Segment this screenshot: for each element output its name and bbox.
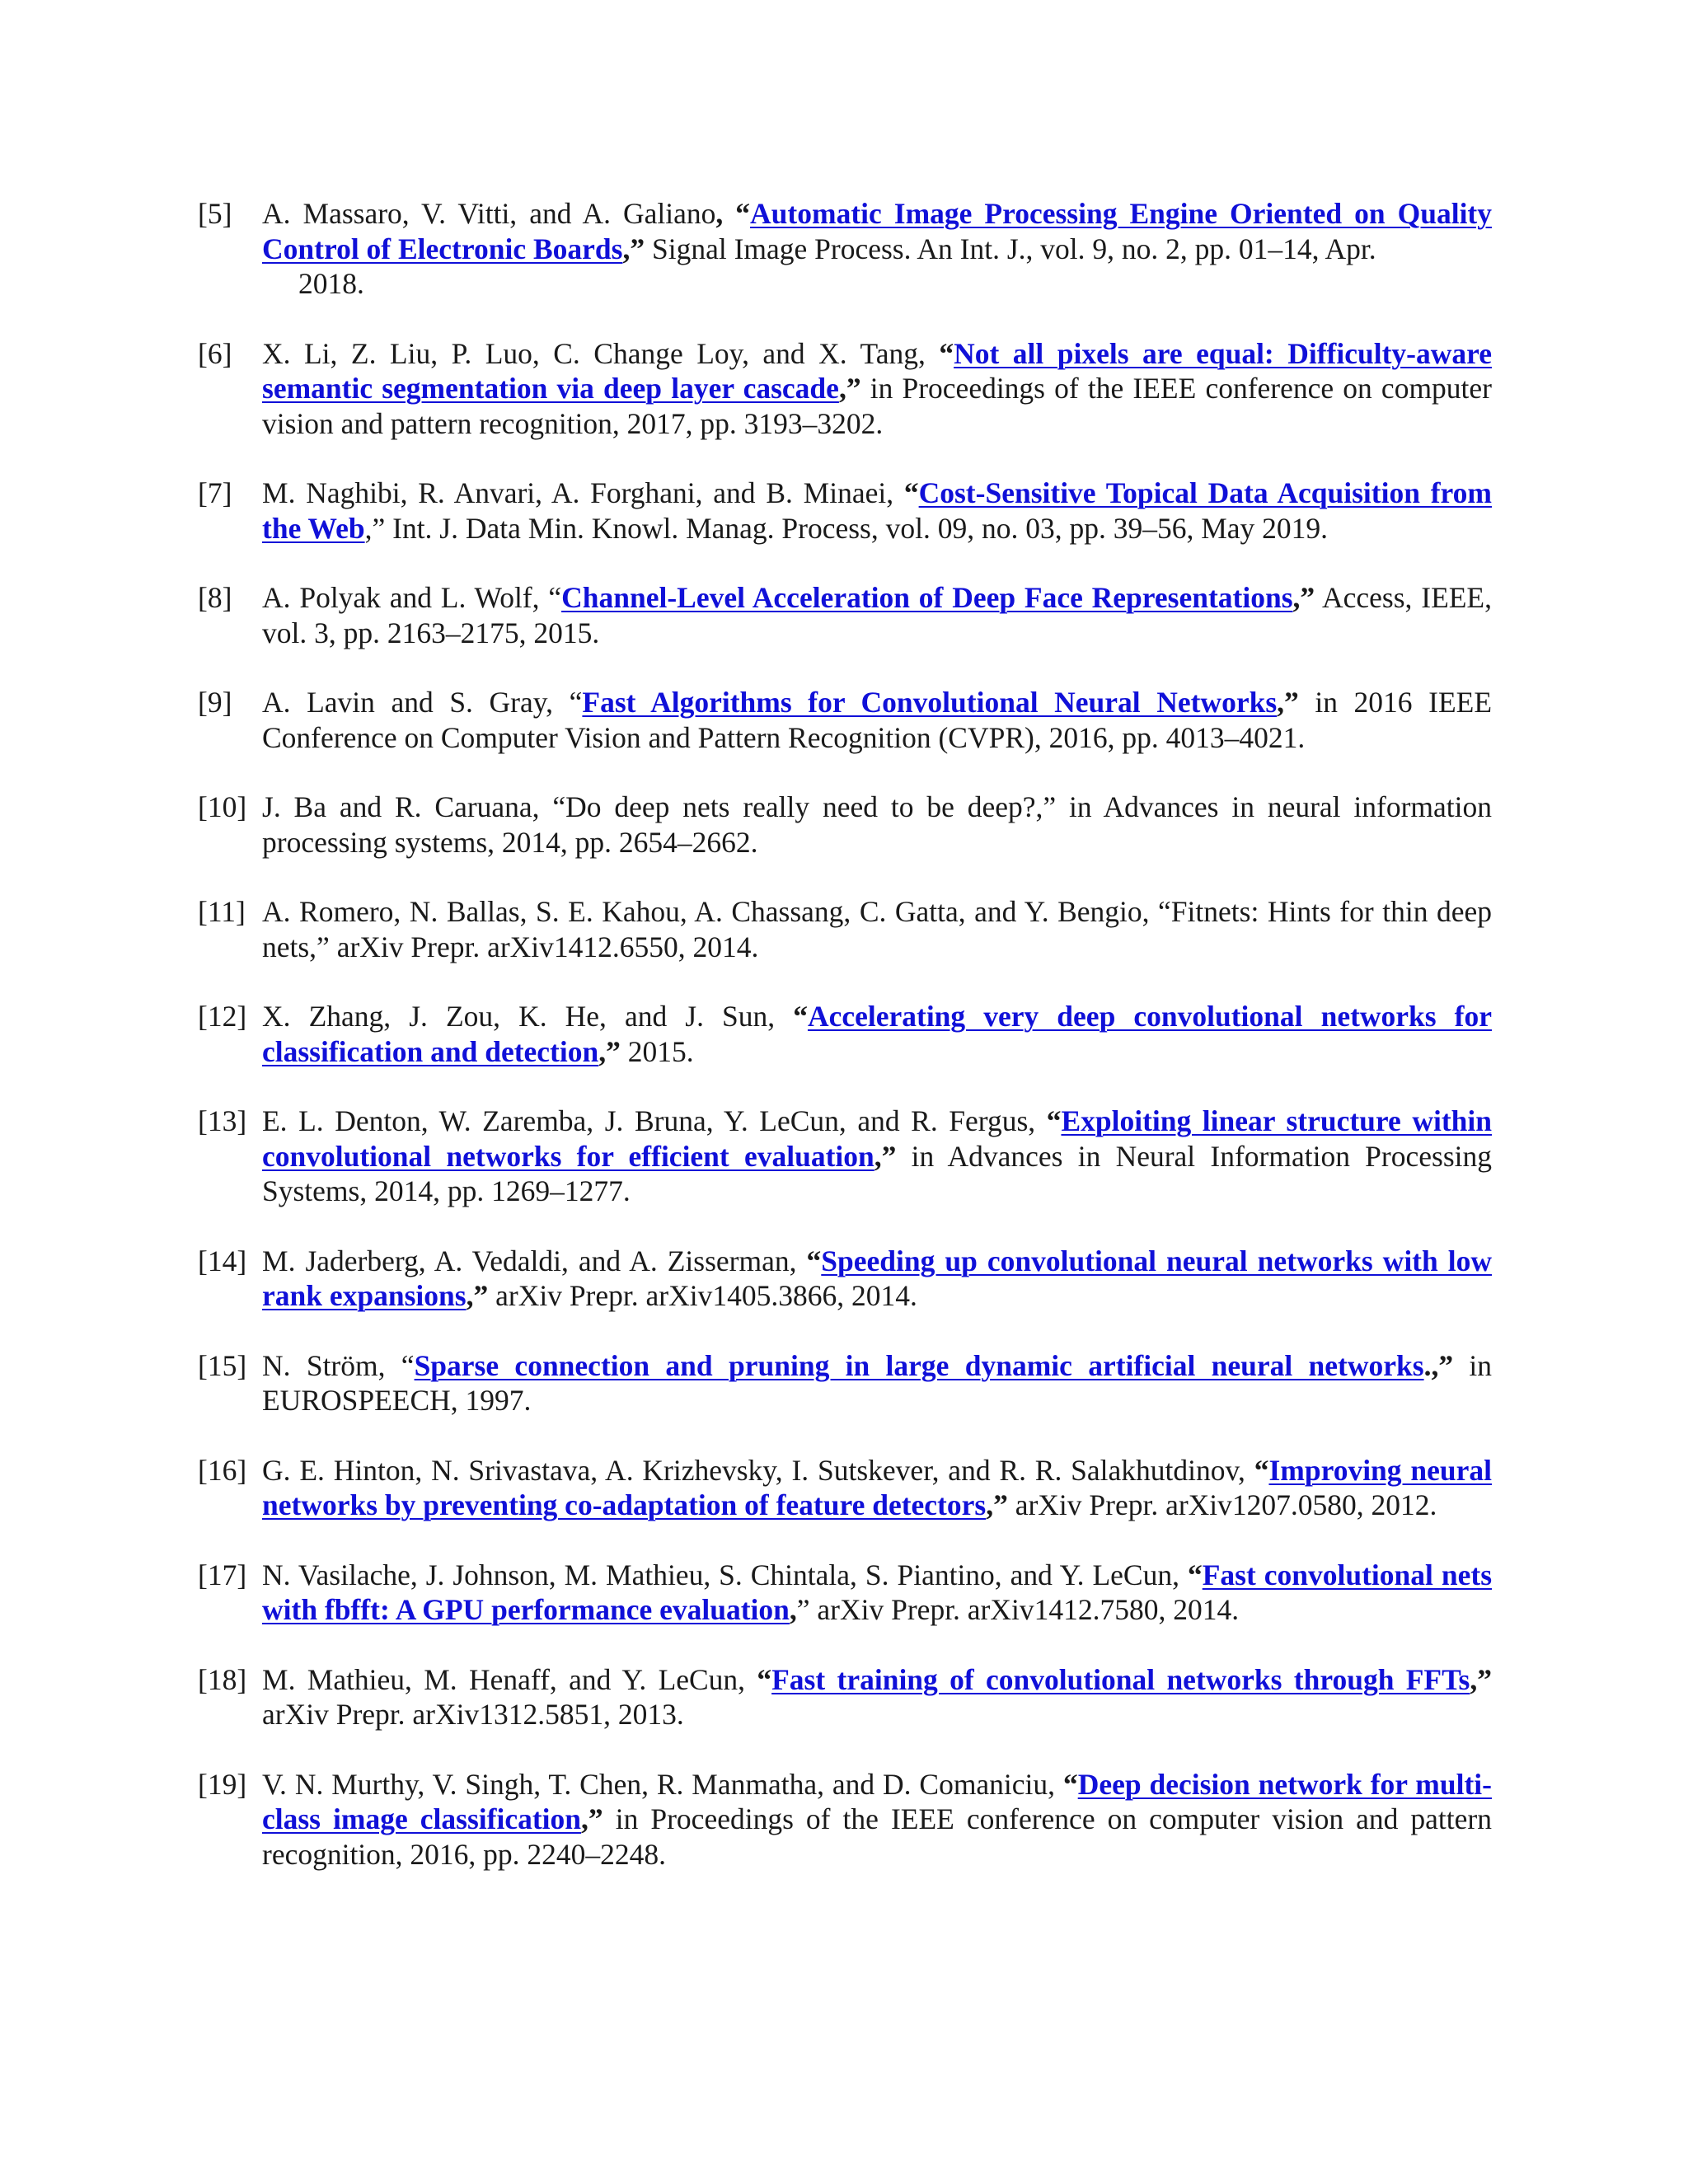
quote-close: ,” xyxy=(838,372,861,405)
reference-8 xyxy=(198,580,1492,650)
quote-close: ,” xyxy=(466,1279,489,1312)
reference-number: [7] xyxy=(198,476,232,509)
reference-source: in EUROSPEECH, 1997. xyxy=(262,1348,1492,1417)
reference-source: Signal Image Process. An Int. J., vol. 9, no. 2, pp. 01–14, Apr. xyxy=(645,232,1376,265)
reference-12 xyxy=(198,999,1492,1069)
quote-close: ,” xyxy=(1470,1662,1492,1696)
reference-title-link[interactable]: Exploiting linear structure within convolutional networks for efficient evaluation xyxy=(262,1104,1492,1173)
reference-title-link[interactable]: Fast training of convolutional networks through FFTs xyxy=(771,1662,1470,1696)
reference-source: Access, IEEE, vol. 3, pp. 2163–2175, 2015. xyxy=(262,581,1492,649)
quote-open: “ xyxy=(903,476,919,509)
quote-open: “ xyxy=(806,1244,822,1277)
reference-number: [15] xyxy=(198,1348,247,1382)
quote-close: ,” xyxy=(1277,686,1299,719)
quote-open: “ xyxy=(939,336,954,370)
reference-source: in Advances in Neural Information Processing Systems, 2014, pp. 1269–1277. xyxy=(262,1139,1492,1207)
reference-9 xyxy=(198,685,1492,755)
reference-17 xyxy=(198,1558,1492,1628)
reference-number: [10] xyxy=(198,790,247,823)
quote-open: “ xyxy=(757,1662,772,1696)
reference-source: arXiv Prepr. arXiv1405.3866, 2014. xyxy=(488,1279,917,1312)
reference-page xyxy=(198,196,1492,1906)
quote-open: “ xyxy=(1046,1104,1062,1137)
reference-authors: N. Ström, “ xyxy=(262,1348,415,1382)
reference-authors: X. Li, Z. Liu, P. Luo, C. Change Loy, and X. Tang, xyxy=(262,336,940,370)
quote-open: “ xyxy=(1187,1558,1203,1591)
reference-source: in Proceedings of the IEEE conference on computer vision and pattern recognition, 2016, pp. 2240–2248. xyxy=(262,1802,1492,1871)
reference-tail: 2018. xyxy=(298,267,364,300)
reference-title-link[interactable]: Deep decision network for multi-class image classification xyxy=(262,1767,1492,1835)
reference-title-link[interactable]: Sparse connection and pruning in large dynamic artificial neural networks xyxy=(414,1348,1424,1382)
reference-authors: A. Massaro, V. Vitti, and A. Galiano xyxy=(262,197,716,230)
reference-number: [14] xyxy=(198,1244,247,1277)
reference-10 xyxy=(198,790,1492,860)
reference-source: in 2016 IEEE Conference on Computer Vision and Pattern Recognition (CVPR), 2016, pp. 4013–4021. xyxy=(262,686,1493,754)
reference-title-link[interactable]: Fast Algorithms for Convolutional Neural Networks xyxy=(582,686,1278,719)
reference-title-link[interactable]: Automatic Image Processing Engine Oriented on Quality Control of Electronic Boards xyxy=(262,197,1493,265)
quote-close: ,” xyxy=(364,511,386,545)
reference-number: [17] xyxy=(198,1558,247,1591)
reference-number: [16] xyxy=(198,1453,247,1487)
reference-list xyxy=(198,196,1492,1872)
reference-number: [19] xyxy=(198,1767,247,1801)
reference-number: [11] xyxy=(198,895,246,928)
reference-authors: M. Jaderberg, A. Vedaldi, and A. Zisserman, xyxy=(262,1244,807,1277)
reference-number: [12] xyxy=(198,1000,247,1033)
reference-number: [18] xyxy=(198,1662,247,1696)
quote-open: “ xyxy=(1062,1767,1078,1801)
reference-15 xyxy=(198,1348,1492,1418)
reference-source: arXiv Prepr. arXiv1207.0580, 2012. xyxy=(1007,1488,1437,1521)
quote-close: ,” xyxy=(1292,581,1315,614)
reference-source: in Proceedings of the IEEE conference on computer vision and pattern recognition, 2017, pp. 3193–3202. xyxy=(262,372,1492,440)
reference-5 xyxy=(198,196,1492,302)
reference-source: Int. J. Data Min. Knowl. Manag. Process, vol. 09, no. 03, pp. 39–56, May 2019. xyxy=(385,511,1329,545)
reference-title-link[interactable]: Channel-Level Acceleration of Deep Face Representations xyxy=(561,581,1293,614)
quote-close: , xyxy=(789,1593,797,1626)
reference-title-link[interactable]: Fast convolutional nets with fbfft: A GPU performance evaluation xyxy=(262,1558,1493,1626)
reference-source: ” arXiv Prepr. arXiv1412.7580, 2014. xyxy=(796,1593,1240,1626)
reference-14 xyxy=(198,1244,1492,1314)
reference-title-link[interactable]: Accelerating very deep convolutional networks for classification and detection xyxy=(262,1000,1492,1068)
reference-6 xyxy=(198,336,1492,442)
quote-close: .,” xyxy=(1423,1348,1454,1382)
reference-16 xyxy=(198,1453,1492,1523)
reference-authors: V. N. Murthy, V. Singh, T. Chen, R. Manmatha, and D. Comaniciu, xyxy=(262,1767,1063,1801)
reference-authors: M. Mathieu, M. Henaff, and Y. LeCun, xyxy=(262,1662,757,1696)
reference-number: [8] xyxy=(198,581,232,614)
quote-close: ,” xyxy=(622,232,645,265)
reference-title-link[interactable]: Improving neural networks by preventing co-adaptation of feature detectors xyxy=(262,1453,1493,1521)
reference-title-link[interactable]: Not all pixels are equal: Difficulty-aware semantic segmentation via deep layer cascade xyxy=(262,336,1492,405)
reference-number: [6] xyxy=(198,336,232,370)
quote-close: ,” xyxy=(874,1139,897,1173)
reference-title-link[interactable]: Cost-Sensitive Topical Data Acquisition from the Web xyxy=(262,476,1492,545)
reference-source: 2015. xyxy=(620,1034,694,1068)
reference-source: arXiv Prepr. arXiv1312.5851, 2013. xyxy=(262,1698,684,1731)
reference-13 xyxy=(198,1104,1492,1209)
reference-authors: M. Naghibi, R. Anvari, A. Forghani, and B. Minaei, xyxy=(262,476,904,509)
quote-open: “ xyxy=(793,1000,808,1033)
quote-open: , “ xyxy=(715,197,751,230)
reference-authors: N. Vasilache, J. Johnson, M. Mathieu, S. Chintala, S. Piantino, and Y. LeCun, xyxy=(262,1558,1188,1591)
reference-11 xyxy=(198,894,1492,964)
reference-authors: A. Lavin and S. Gray, “ xyxy=(262,686,583,719)
reference-number: [9] xyxy=(198,686,232,719)
reference-number: [5] xyxy=(198,197,232,230)
reference-text: J. Ba and R. Caruana, “Do deep nets really need to be deep?,” in Advances in neural information processing systems, 2014, pp. 2654–2662. xyxy=(262,790,1492,859)
reference-authors: G. E. Hinton, N. Srivastava, A. Krizhevsky, I. Sutskever, and R. R. Salakhutdinov, xyxy=(262,1453,1254,1487)
quote-close: ,” xyxy=(986,1488,1008,1521)
quote-close: ,” xyxy=(581,1802,603,1835)
quote-close: ,” xyxy=(598,1034,621,1068)
reference-text: A. Romero, N. Ballas, S. E. Kahou, A. Chassang, C. Gatta, and Y. Bengio, “Fitnets: Hints for thin deep nets,” arXiv Prepr. arXiv1412.6550, 2014. xyxy=(262,895,1492,963)
reference-authors: A. Polyak and L. Wolf, “ xyxy=(262,581,562,614)
reference-authors: E. L. Denton, W. Zaremba, J. Bruna, Y. LeCun, and R. Fergus, xyxy=(262,1104,1047,1137)
reference-19 xyxy=(198,1767,1492,1872)
reference-number: [13] xyxy=(198,1104,247,1137)
quote-open: “ xyxy=(1254,1453,1269,1487)
reference-18 xyxy=(198,1662,1492,1732)
reference-authors: X. Zhang, J. Zou, K. He, and J. Sun, xyxy=(262,1000,794,1033)
reference-title-link[interactable]: Speeding up convolutional neural networks with low rank expansions xyxy=(262,1244,1493,1312)
reference-7 xyxy=(198,476,1492,546)
